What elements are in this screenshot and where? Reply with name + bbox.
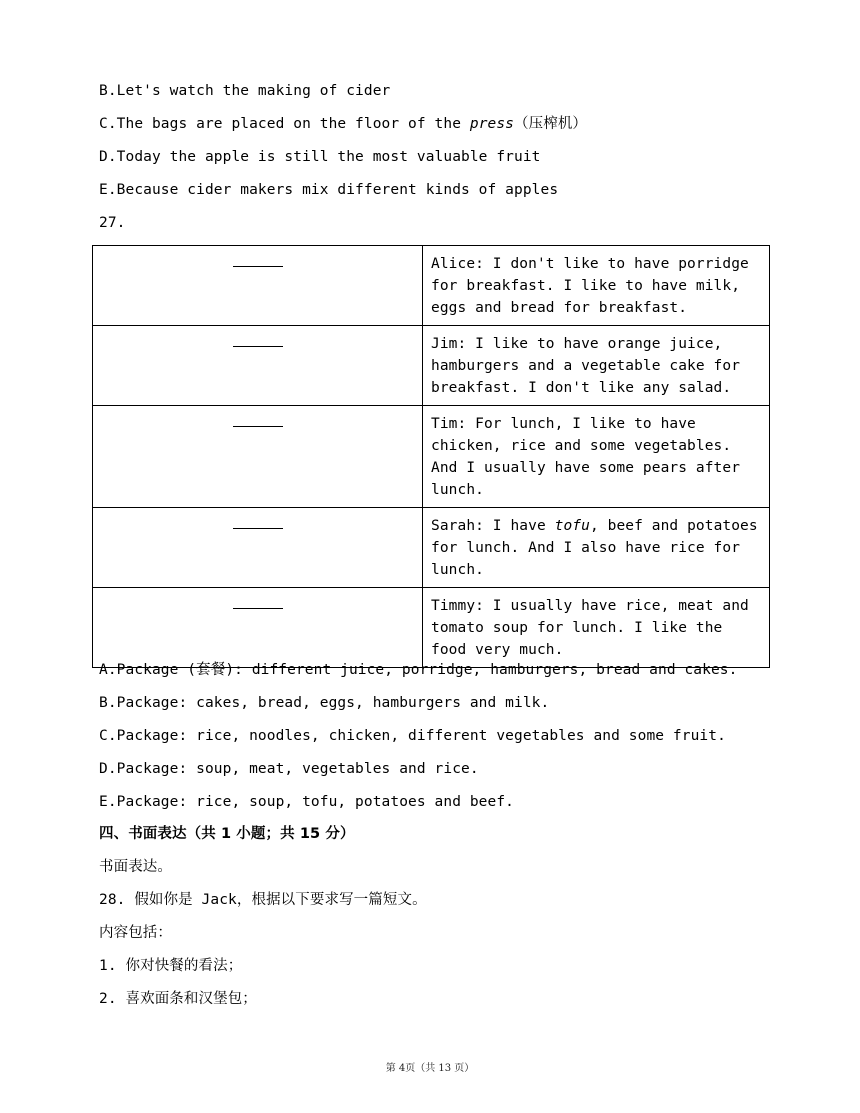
answer-blank-cell [93, 588, 423, 668]
description-cell: Timmy: I usually have rice, meat and tomato soup for lunch. I like the food very much. [423, 588, 770, 668]
page-footer: 第 4页（共 13 页） [385, 1063, 475, 1074]
option-d-cider: D.Today the apple is still the most valuable fruit [99, 149, 541, 165]
description-cell: Jim: I like to have orange juice, hamburgers and a vegetable cake for breakfast. I don't like any salad. [423, 326, 770, 406]
answer-blank [233, 528, 283, 529]
point-item: 2. 喜欢面条和汉堡包； [99, 991, 257, 1007]
answer-blank-cell [93, 508, 423, 588]
description-cell [423, 508, 770, 588]
section-instruction: 书面表达。 [99, 859, 172, 875]
option-c-package: C.Package: rice, noodles, chicken, different vegetables and some fruit. [99, 728, 726, 744]
description-cell: Alice: I don't like to have porridge for breakfast. I like to have milk, eggs and bread for breakfast. [423, 246, 770, 326]
question-27-number: 27. [99, 215, 126, 231]
table-row [93, 246, 770, 326]
matching-table [92, 245, 770, 668]
description-italic-word: tofu [554, 518, 590, 534]
option-e-cider: E.Because cider makers mix different kinds of apples [99, 182, 559, 198]
table-row [93, 588, 770, 668]
answer-blank [233, 346, 283, 347]
answer-blank-cell [93, 246, 423, 326]
point-item: 1. 你对快餐的看法； [99, 958, 243, 974]
answer-blank-cell [93, 326, 423, 406]
option-b-cider: B.Let's watch the making of cider [99, 83, 391, 99]
description-text: , beef and potatoes for lunch. And I also have rice for lunch. [431, 518, 758, 578]
answer-blank-cell [93, 406, 423, 508]
answer-blank [233, 608, 283, 609]
table-row [93, 508, 770, 588]
answer-blank [233, 266, 283, 267]
question-28-prompt: 28. 假如你是 Jack，根据以下要求写一篇短文。 [99, 892, 427, 908]
option-c-cider [99, 114, 587, 134]
description-text: Sarah: I have [431, 518, 555, 534]
option-c-gloss: （压榨机） [514, 116, 588, 132]
option-a-package: A.Package (套餐): different juice, porridge, hamburgers, bread and cakes. [99, 662, 738, 678]
option-d-package: D.Package: soup, meat, vegetables and rice. [99, 761, 479, 777]
option-e-package: E.Package: rice, soup, tofu, potatoes and beef. [99, 794, 514, 810]
option-c-italic-word: press [469, 116, 515, 132]
section-heading: 四、书面表达（共 1 小题；共 15 分） [99, 826, 355, 842]
option-c-text: C.The bags are placed on the floor of the [99, 116, 470, 132]
table-row [93, 406, 770, 508]
description-cell: Tim: For lunch, I like to have chicken, rice and some vegetables. And I usually have some pears after lunch. [423, 406, 770, 508]
answer-blank [233, 426, 283, 427]
option-b-package: B.Package: cakes, bread, eggs, hamburgers and milk. [99, 695, 550, 711]
content-label: 内容包括： [99, 925, 172, 941]
table-row [93, 326, 770, 406]
